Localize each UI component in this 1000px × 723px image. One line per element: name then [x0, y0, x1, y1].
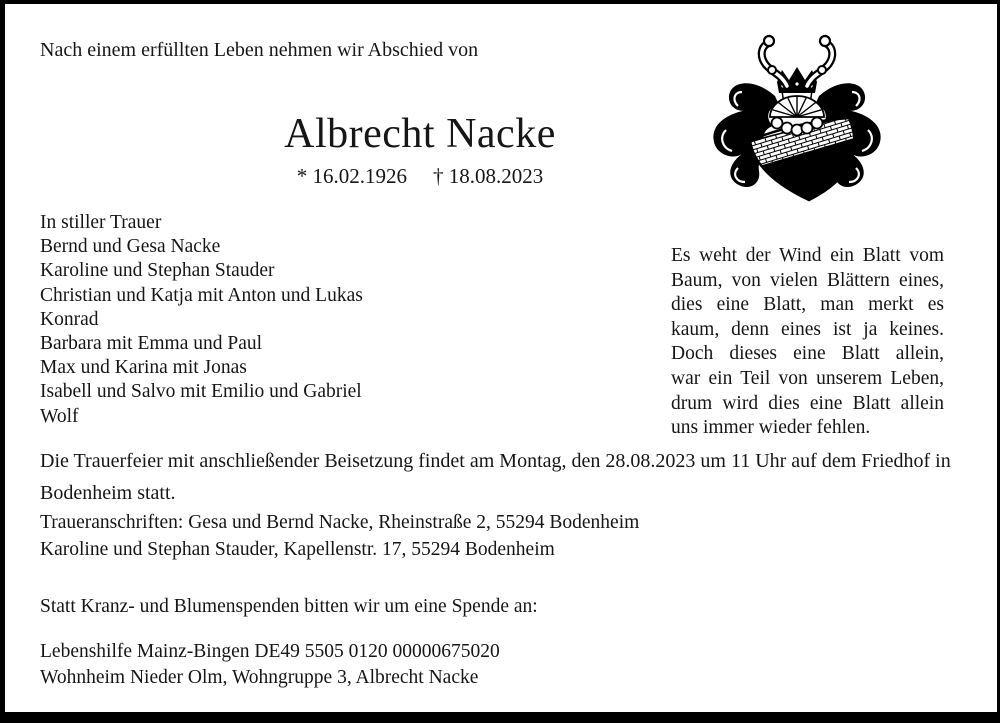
donation-reference: Wohnheim Nieder Olm, Wohngruppe 3, Albrecht Nacke — [40, 666, 479, 688]
mourner-line: Isabell und Salvo mit Emilio und Gabriel — [40, 381, 362, 403]
mourners-heading: In stiller Trauer — [40, 212, 162, 233]
donation-request: Statt Kranz- und Blumenspenden bitten wir um eine Spende an: — [40, 596, 538, 617]
poem-line: uns immer wieder fehlen. — [671, 417, 871, 439]
birth-date: * 16.02.1926 — [296, 164, 407, 188]
poem-line: Baum, von vielen Blättern eines, — [671, 269, 944, 291]
frame-border-bottom — [0, 712, 1000, 723]
frame-border-top — [0, 0, 1000, 4]
frame-border-left — [0, 0, 5, 723]
poem-line: dies eine Blatt, man merkt es — [671, 294, 944, 316]
mourner-line: Karoline und Stephan Stauder — [40, 260, 275, 282]
poem-line: war ein Teil von unserem Leben, — [671, 367, 944, 389]
donation-recipient: Lebenshilfe Mainz-Bingen DE49 5505 0120 00000675020 — [40, 641, 500, 662]
address-line: Karoline und Stephan Stauder, Kapellenstr. 17, 55294 Bodenheim — [40, 538, 555, 560]
mourner-line: Christian und Katja mit Anton und Lukas — [40, 284, 363, 306]
deceased-name-row — [5, 110, 835, 158]
mourner-line: Wolf — [40, 405, 79, 427]
mourner-line: Bernd und Gesa Nacke — [40, 236, 221, 258]
life-dates — [5, 163, 835, 189]
intro-line: Nach einem erfüllten Leben nehmen wir Abschied von — [40, 39, 479, 61]
funeral-info: Die Trauerfeier mit anschließender Beisetzung findet am Montag, den 28.08.2023 um 11 Uhr auf dem Friedhof in Bodenheim statt. — [40, 450, 951, 504]
death-date: † 18.08.2023 — [433, 164, 544, 188]
donation-details — [40, 639, 500, 690]
poem-line: kaum, denn eines ist ja keines. — [671, 318, 944, 340]
mourner-line: Konrad — [40, 308, 99, 330]
mourner-line: Max und Karina mit Jonas — [40, 357, 247, 379]
mourning-addresses — [40, 510, 639, 563]
mourners-list — [40, 211, 363, 429]
memorial-poem — [671, 244, 944, 441]
address-line: Traueranschriften: Gesa und Bernd Nacke, Rheinstraße 2, 55294 Bodenheim — [40, 512, 640, 533]
poem-line: Es weht der Wind ein Blatt vom — [671, 245, 944, 266]
mourner-line: Barbara mit Emma und Paul — [40, 333, 263, 355]
deceased-name: Albrecht Nacke — [284, 111, 556, 157]
poem-line: Doch dieses eine Blatt allein, — [671, 343, 944, 365]
poem-line: drum wird dies eine Blatt allein — [671, 392, 944, 414]
